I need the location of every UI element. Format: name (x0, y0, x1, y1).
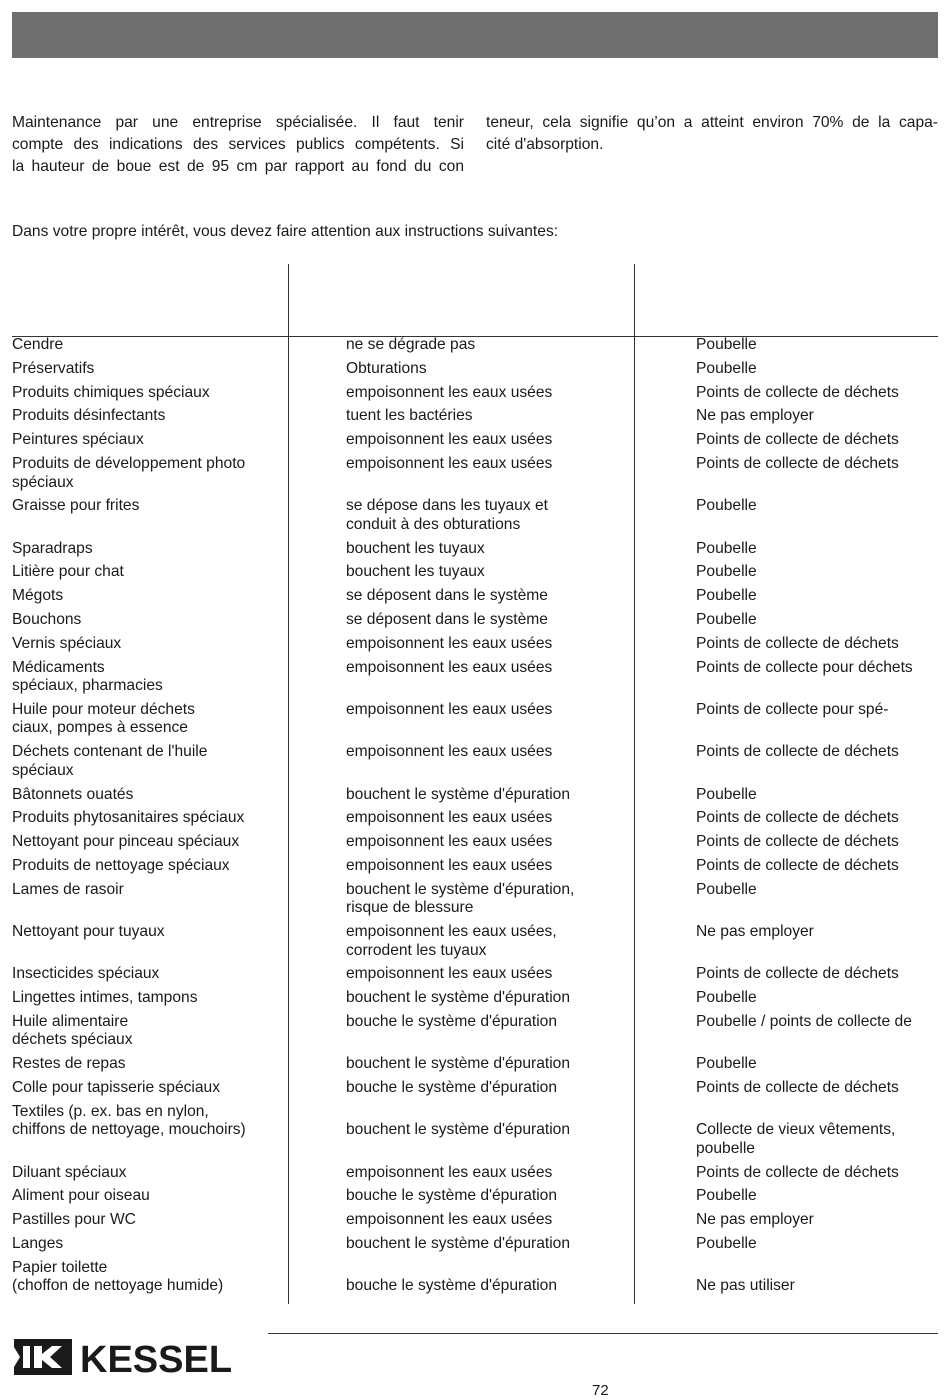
table-cell (12, 611, 282, 630)
cell-line: Aliment pour oiseau (12, 1187, 150, 1205)
cell-line: empoisonnent les eaux usées (346, 431, 553, 449)
cell-line: Diluant spéciaux (12, 1163, 127, 1181)
table-cell (346, 407, 631, 426)
column-divider (288, 264, 289, 1304)
table-cell (696, 659, 938, 678)
cell-line: se déposent dans le système (346, 611, 548, 628)
cell-line (346, 1103, 631, 1122)
table-cell (696, 881, 938, 900)
cell-line: bouche le système d'épuration (346, 1277, 558, 1295)
cell-line: Lames de rasoir (12, 880, 124, 898)
table-cell (12, 587, 282, 606)
cell-line: empoisonnent les eaux usées (346, 658, 553, 676)
cell-line: empoisonnent les eaux usées, (346, 923, 557, 940)
cell-line: empoisonnent les eaux usées (346, 634, 553, 652)
cell-line: Points de collecte de déchets (696, 809, 899, 827)
instructions-text: Dans votre propre intérêt, vous devez faire attention aux instructions suivantes: (12, 223, 559, 240)
cell-line: bouche le système d'épuration (346, 1079, 558, 1096)
cell-line: Points de collecte de déchets (696, 383, 899, 401)
table-cell (696, 965, 938, 984)
cell-line: empoisonnent les eaux usées (346, 965, 553, 983)
intro-line: compte des indications des services publics compétents. Si (12, 136, 464, 153)
intro-left-column (12, 112, 464, 178)
cell-line: Poubelle (696, 563, 757, 581)
cell-line: empoisonnent les eaux usées (346, 856, 553, 874)
cell-line: Poubelle (696, 497, 757, 515)
table-cell (12, 743, 282, 780)
table-cell (696, 384, 938, 403)
table-cell (346, 1013, 631, 1032)
intro-line: cité d'absorption. (486, 136, 604, 153)
table-cell (696, 1013, 938, 1032)
table-cell (12, 360, 282, 379)
cell-line: Cendre (12, 336, 64, 353)
cell-line: Points de collecte de déchets (696, 856, 899, 874)
cell-line: Langes (12, 1235, 64, 1252)
table-cell (346, 1079, 631, 1098)
cell-line: Points de collecte pour déchets (696, 658, 913, 676)
table-cell (696, 989, 938, 1008)
cell-line: Vernis spéciaux (12, 634, 122, 652)
cell-line: Restes de repas (12, 1055, 126, 1073)
table-cell (346, 809, 631, 828)
cell-line (696, 1103, 938, 1122)
table-cell (346, 1103, 631, 1140)
cell-line: spéciaux, pharmacies (12, 677, 163, 695)
table-cell (696, 809, 938, 828)
table-cell (346, 989, 631, 1008)
table-cell (346, 455, 631, 474)
table-cell (12, 809, 282, 828)
cell-line: empoisonnent les eaux usées (346, 809, 553, 827)
table-cell (696, 611, 938, 630)
cell-line: Poubelle (696, 611, 757, 628)
table-cell (346, 965, 631, 984)
cell-line: bouche le système d'épuration (346, 1187, 558, 1205)
table-cell (12, 1164, 282, 1183)
table-cell (696, 587, 938, 606)
cell-line: Poubelle (696, 587, 757, 605)
cell-line: Points de collecte de déchets (696, 455, 899, 472)
cell-line: tuent les bactéries (346, 407, 473, 425)
cell-line: Préservatifs (12, 359, 95, 377)
header-bar (12, 12, 938, 58)
table-cell (696, 540, 938, 559)
cell-line: empoisonnent les eaux usées (346, 833, 553, 851)
table-cell (346, 857, 631, 876)
table-cell (346, 1235, 631, 1254)
cell-line: Déchets contenant de l'huile (12, 743, 208, 761)
logo-wordmark: KESSEL (80, 1339, 233, 1379)
table-cell (12, 1079, 282, 1098)
cell-line: Points de collecte de déchets (696, 743, 899, 761)
cell-line: Produits phytosanitaires spéciaux (12, 809, 245, 827)
cell-line: bouchent le système d'épuration (346, 1235, 571, 1252)
cell-line: Obturations (346, 359, 427, 377)
table-cell (346, 360, 631, 379)
cell-line: Points de collecte de déchets (696, 1163, 899, 1181)
cell-line: Produits de développement photo (12, 455, 246, 472)
intro-line: Maintenance par une entreprise spécialisée. Il faut tenir (12, 114, 464, 131)
table-cell (346, 743, 631, 762)
table-cell (346, 384, 631, 403)
table-cell (12, 701, 282, 738)
cell-line: Points de collecte de déchets (696, 965, 899, 983)
cell-line: Huile alimentaire (12, 1012, 129, 1030)
intro-line: teneur, cela signifie qu’on a atteint environ 70% de la capa- (486, 114, 938, 131)
table-cell (12, 1259, 282, 1296)
cell-line: empoisonnent les eaux usées (346, 1211, 553, 1229)
table-cell (12, 384, 282, 403)
page-number: 72 (592, 1382, 609, 1399)
cell-line: Points de collecte de déchets (696, 431, 899, 449)
table-cell (346, 1259, 631, 1296)
table-cell (346, 833, 631, 852)
table-cell (346, 635, 631, 654)
table-cell (12, 497, 282, 516)
cell-line: bouchent le système d'épuration, (346, 880, 575, 898)
cell-line: empoisonnent les eaux usées (346, 1163, 553, 1181)
table-cell (346, 1164, 631, 1183)
table-cell (696, 1164, 938, 1183)
table-cell (696, 1235, 938, 1254)
table-cell (346, 881, 631, 918)
cell-line: Litière pour chat (12, 563, 124, 581)
cell-line: Points de collecte de déchets (696, 1079, 899, 1096)
table-cell (696, 701, 938, 720)
cell-line: empoisonnent les eaux usées (346, 383, 553, 401)
table-cell (696, 1103, 938, 1159)
cell-line: Papier toilette (12, 1258, 108, 1276)
table-cell (12, 563, 282, 582)
table-cell (12, 336, 282, 355)
table-cell (696, 431, 938, 450)
footer-rule (268, 1333, 938, 1334)
cell-line: Produits de nettoyage spéciaux (12, 856, 230, 874)
table-cell (12, 659, 282, 696)
table-cell (696, 1055, 938, 1074)
table-cell (696, 923, 938, 942)
cell-line: Huile pour moteur déchets (12, 700, 195, 718)
cell-line: Médicaments (12, 658, 105, 676)
cell-line: empoisonnent les eaux usées (346, 700, 553, 718)
cell-line: Ne pas employer (696, 407, 814, 425)
table-cell (346, 923, 631, 960)
cell-line: bouchent les tuyaux (346, 539, 485, 557)
table-cell (12, 1055, 282, 1074)
cell-line: Points de collecte de déchets (696, 634, 899, 652)
table-cell (12, 1211, 282, 1230)
kessel-logo (12, 1335, 244, 1379)
table-cell (346, 540, 631, 559)
cell-line: Points de collecte de déchets (696, 833, 899, 851)
table-cell (346, 587, 631, 606)
table-cell (12, 881, 282, 900)
cell-line (346, 1259, 631, 1278)
table-cell (12, 833, 282, 852)
table-cell (696, 635, 938, 654)
cell-line: Poubelle (696, 359, 757, 377)
cell-line: déchets spéciaux (12, 1031, 133, 1049)
cell-line: bouchent le système d'épuration (346, 1121, 571, 1139)
cell-line: Poubelle (696, 785, 757, 803)
cell-line: bouchent le système d'épuration (346, 785, 571, 803)
table-cell (696, 360, 938, 379)
cell-line: Bâtonnets ouatés (12, 785, 134, 803)
cell-line: Poubelle (696, 336, 757, 353)
cell-line: se déposent dans le système (346, 587, 548, 605)
cell-line: Produits désinfectants (12, 407, 166, 425)
cell-line: ne se dégrade pas (346, 336, 476, 353)
table-cell (696, 336, 938, 355)
table-cell (696, 455, 938, 474)
table-cell (696, 1211, 938, 1230)
table-cell (696, 563, 938, 582)
table-cell (12, 923, 282, 942)
cell-line: Sparadraps (12, 539, 93, 557)
table-cell (346, 563, 631, 582)
table-cell (696, 407, 938, 426)
cell-line: Poubelle (696, 880, 757, 898)
cell-line: spéciaux (12, 473, 74, 491)
cell-line: Ne pas employer (696, 923, 814, 940)
table-cell (696, 497, 938, 516)
table-cell (12, 540, 282, 559)
intro-line: la hauteur de boue est de 95 cm par rapport au fond du con (12, 158, 464, 175)
cell-line (696, 1259, 938, 1278)
table-cell (346, 497, 631, 534)
cell-line: Nettoyant pour pinceau spéciaux (12, 833, 240, 851)
cell-line: Poubelle (696, 1055, 757, 1073)
table-cell (346, 336, 631, 355)
cell-line: Bouchons (12, 611, 82, 628)
cell-line: Poubelle (696, 539, 757, 557)
cell-line: Collecte de vieux vêtements, (696, 1121, 896, 1139)
cell-line: Poubelle (696, 1235, 757, 1252)
cell-line: Insecticides spéciaux (12, 965, 160, 983)
cell-line: Pastilles pour WC (12, 1211, 136, 1229)
cell-line: Poubelle (696, 1187, 757, 1205)
cell-line: corrodent les tuyaux (346, 941, 487, 959)
table-cell (12, 1187, 282, 1206)
cell-line: poubelle (696, 1139, 755, 1157)
cell-line: Nettoyant pour tuyaux (12, 923, 165, 940)
cell-line: risque de blessure (346, 899, 474, 917)
table-cell (12, 407, 282, 426)
table-cell (696, 857, 938, 876)
cell-line: Textiles (p. ex. bas en nylon, (12, 1102, 209, 1120)
table-cell (346, 1211, 631, 1230)
cell-line: (choffon de nettoyage humide) (12, 1277, 224, 1295)
cell-line: Poubelle / points de collecte de (696, 1012, 912, 1030)
cell-line: bouchent le système d'épuration (346, 989, 571, 1007)
table-cell (696, 1187, 938, 1206)
cell-line: Ne pas employer (696, 1211, 814, 1229)
table-cell (12, 786, 282, 805)
table-cell (12, 1013, 282, 1050)
table-cell (346, 431, 631, 450)
table-cell (346, 611, 631, 630)
cell-line: ciaux, pompes à essence (12, 719, 188, 737)
table-cell (346, 786, 631, 805)
cell-line: Ne pas utiliser (696, 1277, 795, 1295)
cell-line: Poubelle (696, 989, 757, 1007)
cell-line: empoisonnent les eaux usées (346, 743, 553, 761)
table-cell (346, 659, 631, 678)
table-cell (346, 701, 631, 720)
cell-line: Lingettes intimes, tampons (12, 989, 198, 1007)
cell-line: bouchent les tuyaux (346, 563, 485, 581)
intro-right-column (486, 112, 938, 156)
table-cell (12, 989, 282, 1008)
cell-line: Colle pour tapisserie spéciaux (12, 1079, 221, 1096)
cell-line: bouchent le système d'épuration (346, 1055, 571, 1073)
table-cell (696, 743, 938, 762)
table-cell (696, 1079, 938, 1098)
cell-line: bouche le système d'épuration (346, 1012, 558, 1030)
cell-line: spéciaux (12, 761, 74, 779)
cell-line: Produits chimiques spéciaux (12, 383, 210, 401)
table-cell (696, 833, 938, 852)
cell-line: Peintures spéciaux (12, 431, 144, 449)
cell-line: conduit à des obturations (346, 515, 521, 533)
cell-line: Graisse pour frites (12, 497, 140, 515)
table-cell (346, 1055, 631, 1074)
waste-table (12, 264, 938, 1304)
cell-line: chiffons de nettoyage, mouchoirs) (12, 1121, 246, 1139)
cell-line: empoisonnent les eaux usées (346, 455, 553, 472)
table-cell (12, 455, 282, 492)
table-cell (696, 786, 938, 805)
cell-line: Mégots (12, 587, 64, 605)
table-cell (12, 965, 282, 984)
cell-line: Points de collecte pour spé- (696, 700, 889, 718)
table-cell (696, 1259, 938, 1296)
table-cell (346, 1187, 631, 1206)
table-cell (12, 1235, 282, 1254)
table-cell (12, 635, 282, 654)
column-divider (634, 264, 635, 1304)
table-cell (12, 431, 282, 450)
table-cell (12, 1103, 282, 1140)
table-cell (12, 857, 282, 876)
cell-line: se dépose dans les tuyaux et (346, 497, 548, 515)
